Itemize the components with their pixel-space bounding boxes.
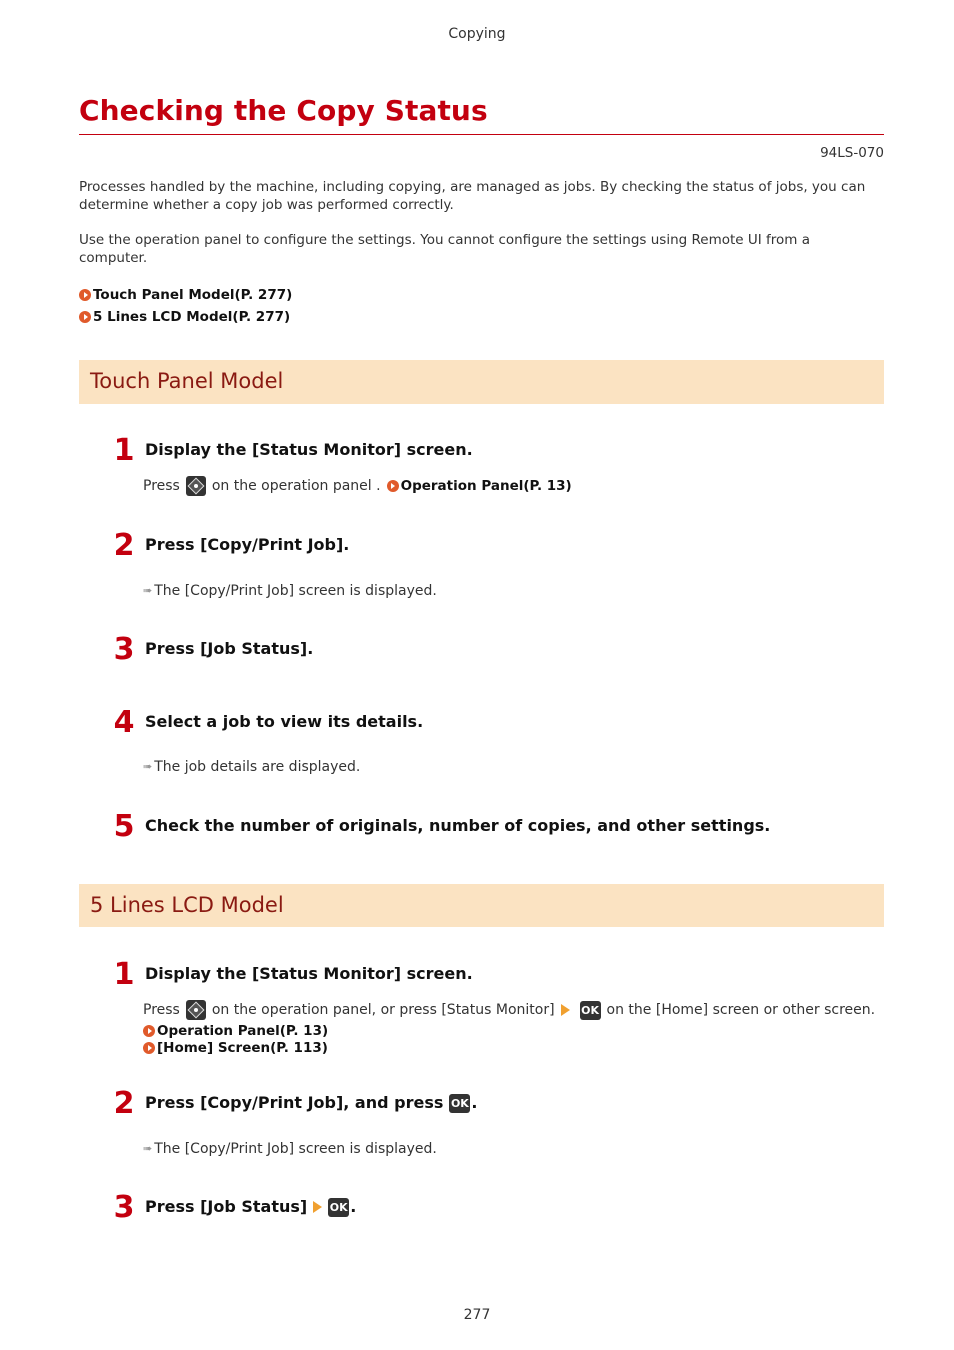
section-heading-label: Touch Panel Model — [90, 369, 284, 393]
step-number: 3 — [113, 632, 135, 667]
intro-paragraph-1 — [79, 179, 884, 214]
intro-line: Processes handled by the machine, including copying, are managed as jobs. By checking the status of jobs, you can — [79, 179, 866, 195]
result-text: The [Copy/Print Job] screen is displayed. — [154, 583, 437, 599]
step-text — [145, 1197, 356, 1217]
result-arrow-icon: ➠ — [143, 760, 152, 773]
toc-link-label: Touch Panel Model(P. 277) — [93, 287, 293, 303]
step-result — [143, 1140, 437, 1158]
body-text: on the operation panel, or press [Status Monitor] — [211, 1002, 555, 1018]
result-text: The job details are displayed. — [154, 759, 361, 775]
link-label: [Home] Screen(P. 113) — [157, 1040, 328, 1056]
toc-link-label: 5 Lines LCD Model(P. 277) — [93, 309, 291, 325]
result-arrow-icon: ➠ — [143, 1142, 152, 1155]
result-arrow-icon: ➠ — [143, 584, 152, 597]
body-text: Press — [143, 1002, 180, 1018]
ok-key-icon: OK — [449, 1094, 470, 1113]
link-arrow-icon — [143, 1042, 155, 1054]
section-heading-lcd — [79, 884, 884, 927]
step-text: Press [Copy/Print Job]. — [145, 535, 350, 554]
step-text: Check the number of originals, number of copies, and other settings. — [145, 816, 771, 835]
ok-key-icon: OK — [328, 1198, 349, 1217]
ok-key-icon: OK — [580, 1001, 601, 1020]
link-arrow-icon — [143, 1025, 155, 1037]
intro-line: computer. — [79, 249, 148, 266]
section-heading-touch-panel — [79, 360, 884, 404]
page-title: Checking the Copy Status — [79, 94, 488, 127]
link-label: Operation Panel(P. 13) — [157, 1023, 329, 1039]
step-body — [143, 476, 572, 496]
link-arrow-icon — [79, 311, 91, 323]
link-label: Operation Panel(P. 13) — [400, 478, 572, 494]
status-monitor-icon — [186, 1000, 206, 1020]
link-arrow-icon — [79, 289, 91, 301]
step-body — [143, 1000, 875, 1020]
link-arrow-icon — [387, 480, 399, 492]
step-text-label: . — [471, 1093, 478, 1112]
step-text: Display the [Status Monitor] screen. — [145, 440, 473, 459]
home-screen-link[interactable] — [143, 1039, 328, 1058]
step-result — [143, 758, 360, 776]
arrow-right-icon — [561, 1004, 570, 1016]
step-result — [143, 582, 437, 600]
operation-panel-link[interactable] — [387, 477, 572, 495]
step-text — [145, 1093, 477, 1113]
toc-link-lcd[interactable] — [79, 308, 290, 327]
title-rule — [79, 134, 884, 135]
step-number: 5 — [113, 809, 135, 844]
body-text: on the [Home] screen or other screen. — [606, 1002, 876, 1018]
arrow-right-icon — [313, 1201, 322, 1213]
intro-line: Use the operation panel to configure the settings. You cannot configure the settings using Remote UI from a — [79, 232, 811, 248]
page-number: 277 — [463, 1307, 491, 1323]
body-text: on the operation panel . — [211, 478, 381, 494]
step-number: 2 — [113, 1086, 135, 1121]
status-monitor-icon — [186, 476, 206, 496]
step-number: 2 — [113, 528, 135, 563]
step-text: Select a job to view its details. — [145, 712, 424, 731]
step-text-label: . — [350, 1197, 357, 1216]
step-text: Press [Job Status]. — [145, 639, 314, 658]
intro-paragraph-2 — [79, 232, 884, 267]
step-number: 4 — [113, 705, 135, 740]
step-number: 1 — [113, 433, 135, 468]
document-id: 94LS-070 — [820, 145, 884, 161]
step-text: Display the [Status Monitor] screen. — [145, 964, 473, 983]
step-number: 3 — [113, 1190, 135, 1225]
body-text: Press — [143, 478, 180, 494]
section-heading-label: 5 Lines LCD Model — [90, 893, 284, 917]
step-text-label: Press [Copy/Print Job], and press — [145, 1093, 444, 1112]
intro-line: determine whether a copy job was performed correctly. — [79, 196, 454, 213]
toc-link-touch-panel[interactable] — [79, 286, 292, 305]
step-number: 1 — [113, 957, 135, 992]
step-text-label: Press [Job Status] — [145, 1197, 308, 1216]
running-header: Copying — [448, 26, 506, 42]
result-text: The [Copy/Print Job] screen is displayed. — [154, 1141, 437, 1157]
